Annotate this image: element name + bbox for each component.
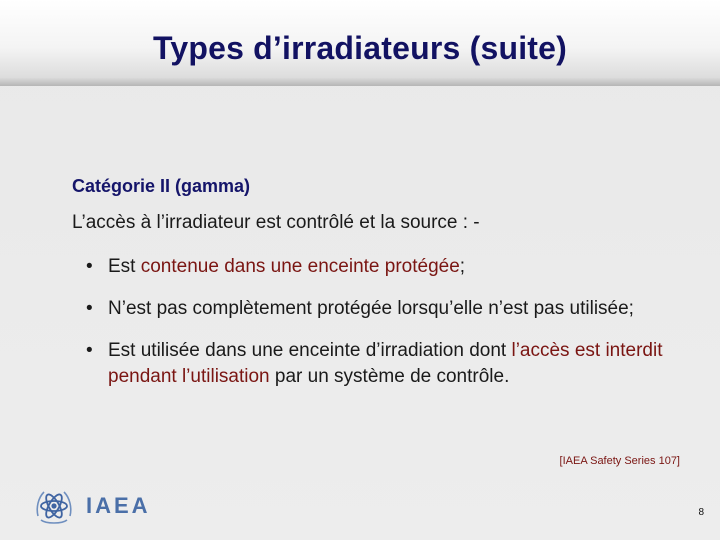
bullet-item-2 (86, 296, 692, 322)
bullet-3-text-a: Est utilisée dans une enceinte d’irradiation dont (108, 340, 512, 361)
intro-text: L’accès à l’irradiateur est contrôlé et la source : - (72, 212, 480, 233)
bullet-3-text-c: par un système de contrôle. (269, 366, 510, 387)
iaea-logo (30, 482, 151, 530)
bullet-item-1 (86, 254, 692, 280)
bullet-1-highlight: contenue dans une enceinte protégée (140, 256, 460, 277)
bullet-dot: • (86, 340, 93, 361)
slide-title: Types d’irradiateurs (suite) (152, 30, 567, 66)
bullet-3-highlight: l’accès est interdit pendant l’utilisation (108, 340, 663, 387)
bullet-1-text-a: Est (108, 256, 141, 277)
slide-content (72, 176, 692, 406)
page-number: 8 (698, 507, 704, 518)
bullet-item-3 (86, 338, 692, 390)
bullet-1-text-c: ; (459, 256, 466, 277)
iaea-logo-text: IAEA (86, 493, 151, 518)
bullet-list (86, 254, 692, 390)
bullet-2-text: N’est pas complètement protégée lorsqu’elle n’est pas utilisée; (108, 298, 634, 319)
reference-citation: [IAEA Safety Series 107] (559, 455, 680, 467)
bullet-dot: • (86, 256, 93, 277)
iaea-atom-emblem-icon (30, 482, 78, 530)
title-band-edge (0, 78, 720, 86)
bullet-dot: • (86, 298, 93, 319)
category-heading: Catégorie II (gamma) (72, 176, 251, 196)
